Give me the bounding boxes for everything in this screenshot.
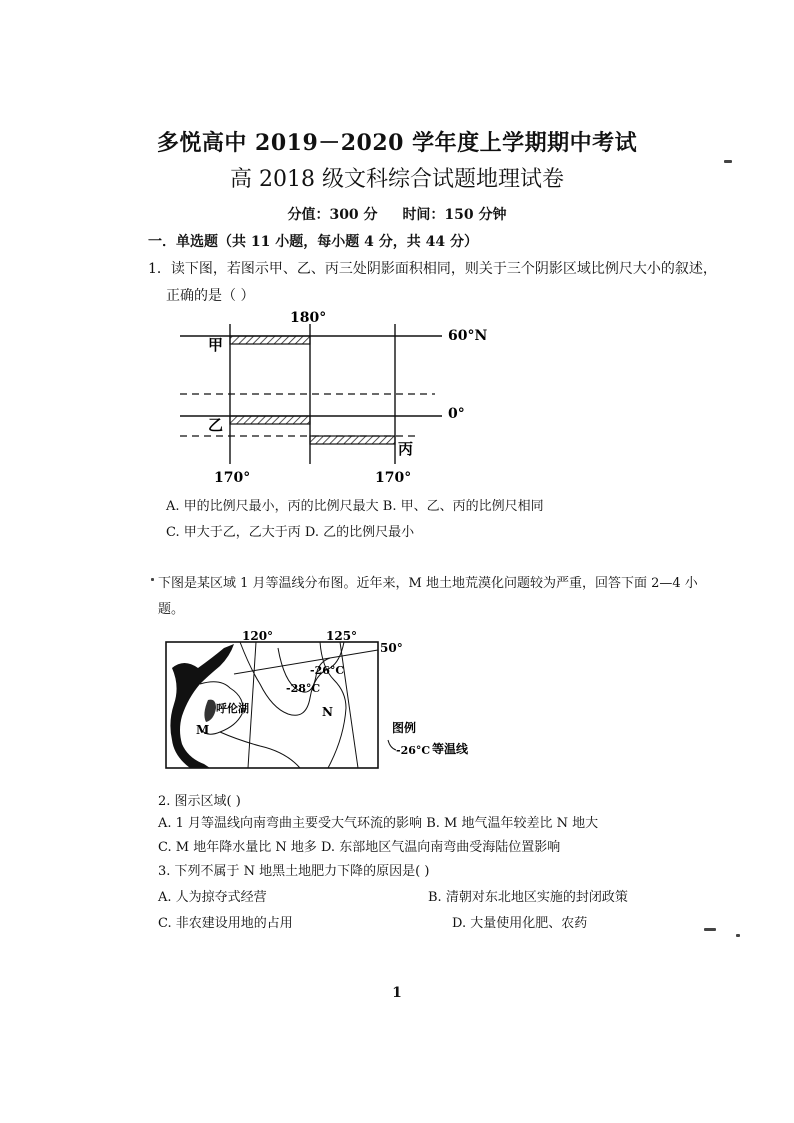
q1-stem-line1: 1．读下图，若图示甲、乙、丙三处阴影面积相同，则关于三个阴影区域比例尺大小的叙述， — [148, 261, 717, 277]
q2-stem: 2. 图示区域( ) — [158, 794, 241, 809]
label-bing: 丙 — [398, 440, 414, 458]
label-n: N — [322, 705, 333, 719]
label-lon-125: 125° — [326, 629, 358, 643]
label-lake: 呼伦湖 — [216, 702, 249, 715]
legend-isotherm-symbol — [388, 740, 396, 750]
label-180: 180° — [290, 310, 327, 326]
label-jia: 甲 — [208, 336, 224, 354]
score-time-line — [0, 204, 794, 224]
q1-options-line2: C. 甲大于乙，乙大于丙 D. 乙的比例尺最小 — [166, 525, 415, 540]
scan-speck — [704, 928, 716, 931]
label-yi: 乙 — [208, 416, 224, 434]
meridian-120 — [248, 642, 256, 768]
label-170-left: 170° — [214, 470, 251, 486]
page-number: 1 — [392, 985, 402, 1001]
q2-options-line1: A. 1 月等温线向南弯曲主要受大气环流的影响 B. M 地气温年较差比 N 地大 — [158, 816, 599, 831]
label-iso-26: -26°C — [310, 664, 345, 677]
exam-subtitle: 高 2018 级文科综合试题地理试卷 — [230, 167, 564, 192]
label-60n: 60°N — [448, 328, 488, 344]
shaded-area-jia — [230, 336, 310, 344]
q3-option-d: D. 大量使用化肥、农药 — [452, 916, 588, 931]
isotherm-map — [160, 628, 520, 778]
meridian-125 — [340, 642, 358, 768]
label-0: 0° — [448, 406, 465, 422]
label-lon-120: 120° — [242, 629, 274, 643]
passage-line1: 下图是某区域 1 月等温线分布图。近年来，M 地土地荒漠化问题较为严重，回答下面 2—4 小 — [158, 576, 698, 591]
label-lat-50: 50° — [380, 641, 403, 655]
scan-speck — [724, 160, 732, 163]
label-m: M — [196, 723, 210, 737]
legend-item-label: 等温线 — [432, 742, 469, 756]
scan-speck — [736, 934, 740, 937]
section-heading: 一．单选题（共 11 小题，每小题 4 分，共 44 分） — [148, 234, 478, 250]
q3-option-c: C. 非农建设用地的占用 — [158, 916, 293, 931]
q2-options-line2: C. M 地年降水量比 N 地多 D. 东部地区气温向南弯曲受海陆位置影响 — [158, 840, 561, 855]
q3-option-b: B. 清朝对东北地区实施的封闭政策 — [428, 890, 628, 905]
shaded-area-yi — [230, 416, 310, 424]
shaded-area-bing — [310, 436, 395, 444]
passage-line2: 题。 — [158, 602, 185, 617]
q3-stem: 3. 下列不属于 N 地黑土地肥力下降的原因是( ) — [158, 864, 430, 879]
q1-stem-line2: 正确的是（ ） — [166, 288, 255, 304]
score-text: 分值：300 分 — [287, 207, 378, 223]
isotherm-river — [220, 732, 300, 768]
time-text: 时间：150 分钟 — [402, 207, 507, 223]
label-170-right: 170° — [375, 470, 412, 486]
hulun-lake — [204, 700, 216, 722]
q1-options-line1: A. 甲的比例尺最小，丙的比例尺最大 B. 甲、乙、丙的比例尺相同 — [166, 499, 544, 514]
q1-figure — [170, 306, 510, 486]
q3-option-a: A. 人为掠夺式经营 — [158, 890, 267, 905]
legend-item-value: -26°C — [396, 744, 431, 757]
exam-title: 多悦高中 2019－2020 学年度上学期期中考试 — [156, 130, 638, 156]
legend-title: 图例 — [392, 721, 417, 735]
scan-speck — [151, 578, 154, 581]
label-iso-28: -28°C — [286, 682, 321, 695]
